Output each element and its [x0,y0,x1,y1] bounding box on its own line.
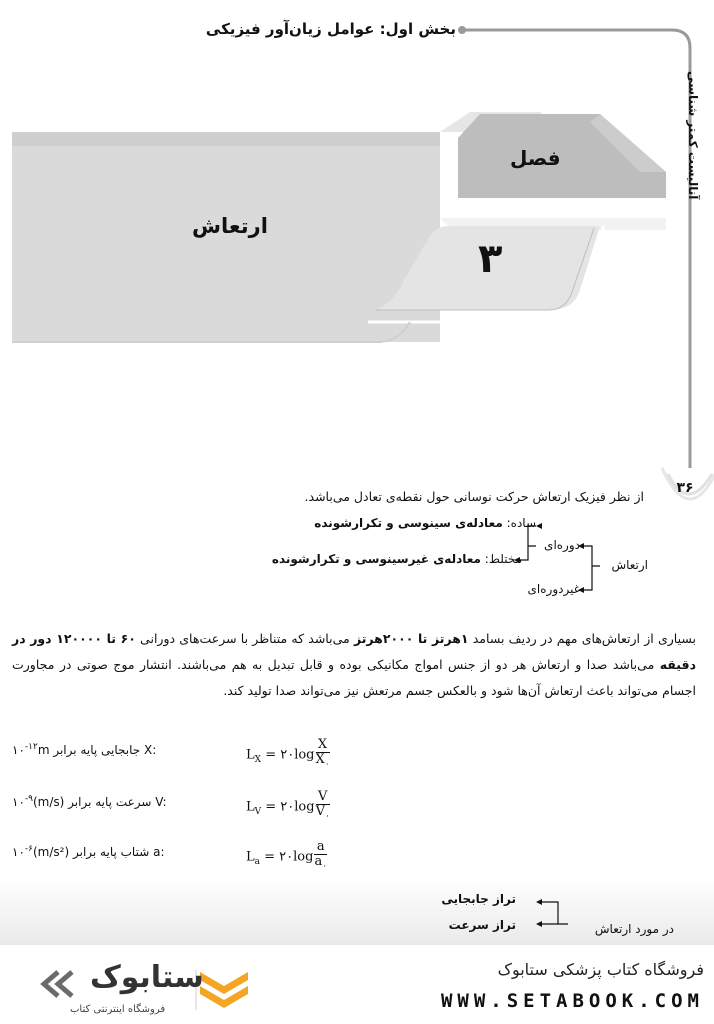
formula-coef: = ۲۰log [265,747,315,763]
formula-description [12,794,167,809]
formula-lhs-sub: a [254,856,261,867]
tree-simple-text: معادله‌ی سینوسی و تکرارشونده [314,516,503,530]
formula-value-exponent: -۶ [24,844,33,854]
intro-paragraph: از نظر فیزیک ارتعاش حرکت نوسانی حول نقطه‌ی تعادل می‌باشد. [304,489,644,504]
formula-den-sub: ۰ [322,861,328,872]
formula-value-unit: (m/s) [32,795,65,809]
levels-label: در مورد ارتعاش [594,922,674,936]
bottom-fade [0,880,714,946]
formula-den-var: X [315,752,325,767]
formula-den-sub: ۰ [324,759,330,770]
tree-simple [314,516,536,530]
formula-numerator: a [314,840,327,855]
body-paragraph [12,626,696,704]
chapter-title: ارتعاش [192,214,268,238]
formula-fraction [316,790,330,824]
formula-lhs-sub: X [254,754,262,765]
chapter-banner [0,100,680,360]
tree-mixed-prefix: مختلط: [484,552,522,566]
side-label: آنالیست کمتر شناسی [686,70,700,200]
formula-desc-var: X: [143,743,157,757]
formula-expression [246,738,331,772]
formula-denominator [316,753,330,772]
formula-value-base: ۱۰ [12,845,25,859]
formula-denominator [316,805,330,824]
formula-lhs: L [246,747,255,763]
formula-value-base: ۱۰ [12,795,25,809]
formula-lhs-sub: V [254,806,262,817]
formula-description [12,742,156,757]
formula-value-exponent: -۱۲ [24,742,38,752]
formula-value-base: ۱۰ [12,743,25,757]
formula-expression [246,790,331,824]
formula-desc-var: a: [153,845,165,859]
formula-den-var: V [315,804,325,819]
formula-desc-text: سرعت پایه برابر [68,795,152,809]
levels-item-1 [441,892,516,906]
formula-value-unit: (m/s²) [32,845,70,859]
formula-desc-var: V: [155,795,167,809]
body-bold-1: ۱هرتز تا ۲۰۰۰هرتز [353,631,469,646]
formula-lhs: L [246,849,255,865]
body-bold-2: ۶۰ تا ۱۲۰۰۰۰ دور در دقیقه [12,631,696,672]
tree-simple-prefix: ساده: [506,516,536,530]
formula-fraction [314,840,327,874]
formula-value-unit: m [37,743,50,757]
levels-item-2 [449,918,516,932]
store-name: فروشگاه کتاب پزشکی ستابوک [497,960,704,979]
formula-den-sub: ۰ [324,811,330,822]
formula-desc-text: شتاب پایه برابر [72,845,150,859]
tree-non-periodic: غیردوره‌ای [527,582,580,596]
chapter-word: فصل [510,146,561,170]
body-text-1: بسیاری از ارتعاش‌های مهم در ردیف بسامد [468,631,696,646]
formula-den-var: a [314,854,323,869]
formula-numerator: X [316,738,330,753]
levels-item-2-text: تراز سرعت [448,918,516,932]
page-number: ۳۶ [676,480,694,496]
part-title: بخش اول: عوامل زیان‌آور فیزیکی [205,20,456,38]
brand-tagline: فروشگاه اینترنتی کتاب [70,1004,166,1015]
body-text-3: می‌باشد صدا و ارتعاش هر دو از جنس امواج مکانیکی بوده و قابل تبدیل به هم می‌باشند. انتشار موج صوتی در مجاورت اجسام می‌تواند باعث ارتعاش آن‌ها شود و بالعکس جسم مرتعش نیز می‌تواند صدا تولید کند. [12,657,696,698]
chapter-number: ۳ [478,236,503,282]
formula-fraction [316,738,330,772]
formula-numerator: V [316,790,330,805]
formula-lhs: L [246,799,255,815]
tree-mixed-text: معادله‌ی غیرسینوسی و تکرارشونده [271,552,481,566]
formula-description [12,844,165,859]
formula-desc-text: جابجایی پایه برابر [53,743,141,757]
body-text-2: می‌باشد که متناظر با سرعت‌های دورانی [135,631,354,646]
tree-root: ارتعاش [611,558,648,572]
levels-bracket [520,894,570,934]
tree-periodic: دوره‌ای [544,538,580,552]
brand-name: ستابوک [90,960,204,995]
formula-value-exponent: -۹ [24,794,33,804]
tree-mixed [272,552,522,566]
formula-expression [246,840,328,874]
brand-chevron-icon [36,966,76,1002]
formula-denominator [314,855,327,874]
formula-coef: = ۲۰log [264,849,314,865]
store-url[interactable]: WWW.SETABOOK.COM [440,990,704,1012]
levels-item-1-text: تراز جابجایی [441,892,516,906]
formula-coef: = ۲۰log [265,799,315,815]
